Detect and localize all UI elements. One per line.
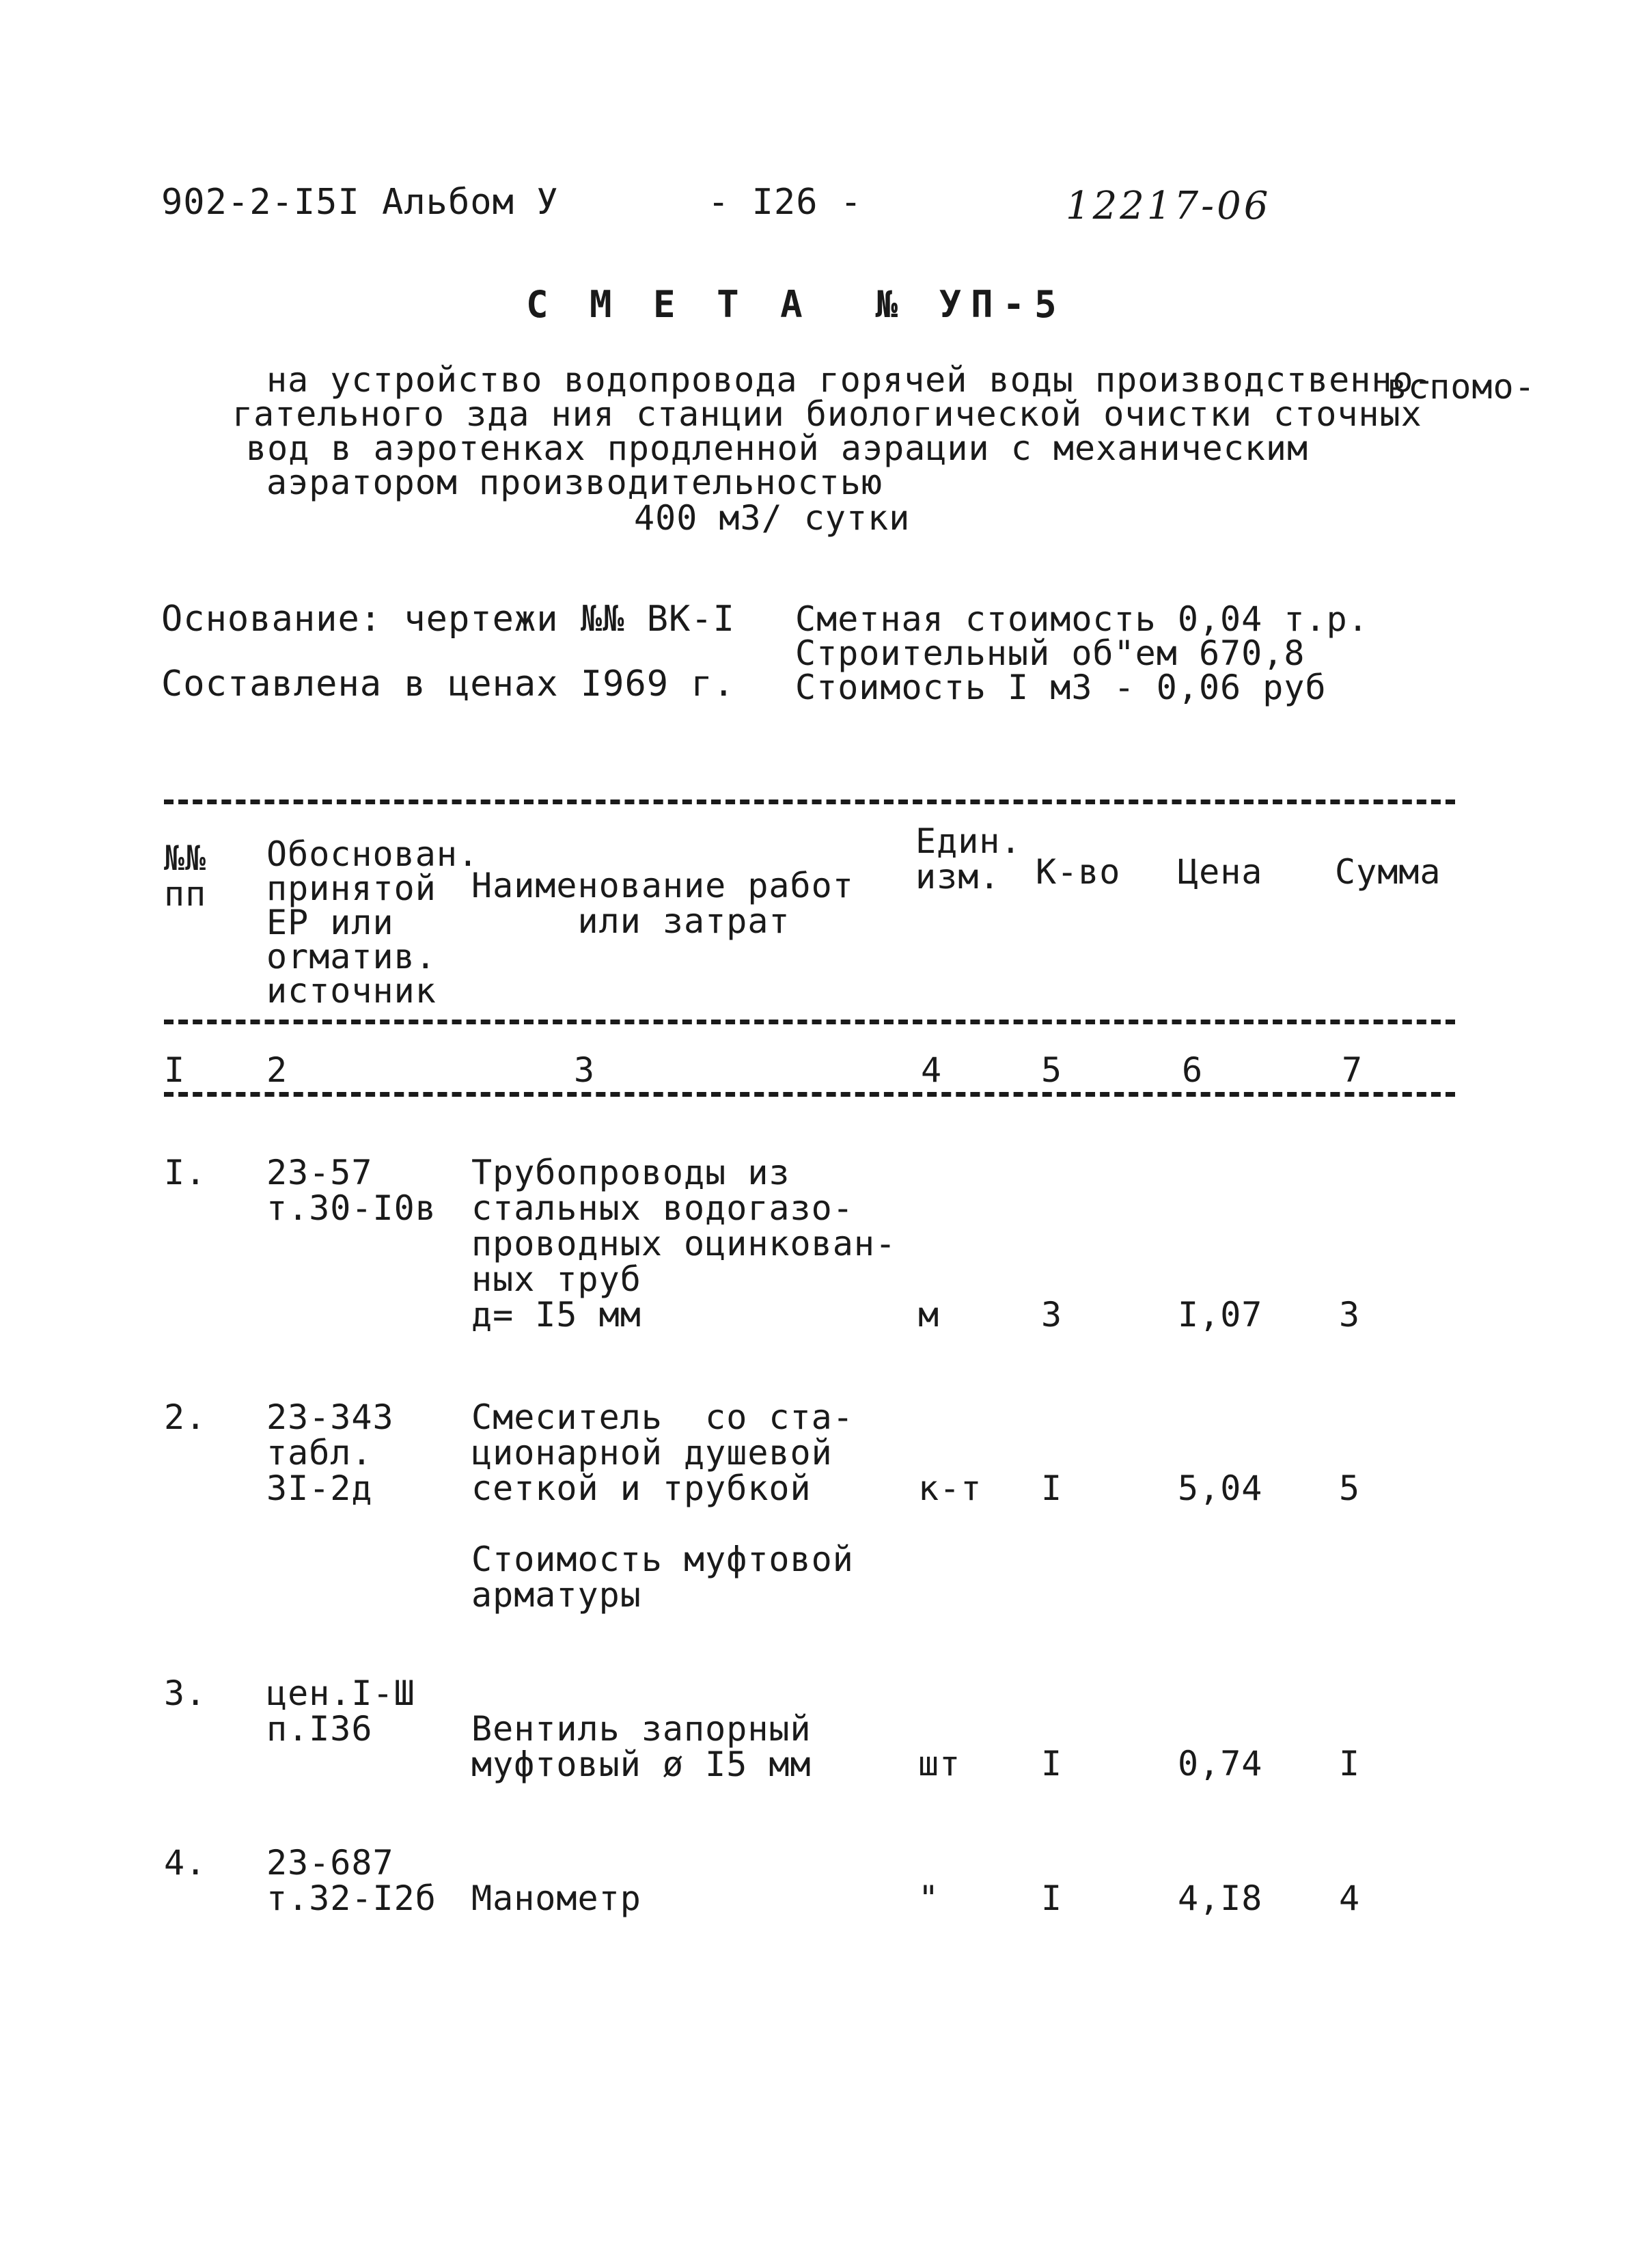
row2-basis: 23-343 табл. 3I-2д: [266, 1397, 394, 1508]
header-bottom-rule: [164, 1020, 1455, 1024]
row3-qty: I: [1041, 1744, 1063, 1784]
header-num: №№ пп: [164, 838, 207, 914]
row1-name: Трубопроводы из стальных водогазо- проводных оцинкован- ных труб д= I5 мм: [471, 1153, 897, 1335]
row4-name: Манометр: [471, 1878, 641, 1918]
album-code: 902-2-I5I Альбом У: [161, 182, 559, 223]
subtitle-line3: вод в аэротенках продленной аэрации с механическим: [246, 428, 1309, 468]
row3-price: 0,74: [1178, 1744, 1263, 1784]
row4-num: 4.: [164, 1843, 207, 1883]
header-qty: К-во: [1036, 852, 1121, 892]
header-unit: Един. изм.: [915, 821, 1022, 897]
row4-price: 4,I8: [1178, 1878, 1263, 1918]
row1-qty: 3: [1041, 1295, 1063, 1335]
header-sum: Сумма: [1335, 852, 1441, 892]
col-number-7: 7: [1342, 1050, 1364, 1090]
row3-num: 3.: [164, 1673, 207, 1713]
row3-unit: шт: [918, 1744, 961, 1784]
col-number-1: I: [164, 1050, 186, 1090]
basis-drawings: Основание: чертежи №№ ВК-I: [161, 599, 735, 640]
row4-sum: 4: [1339, 1878, 1361, 1918]
document-title: С М Е Т А № УП-5: [526, 283, 1066, 326]
row1-unit: м: [918, 1295, 940, 1335]
building-volume: Строительный об"ем 670,8: [795, 633, 1305, 673]
subtitle-line1-end: вспомо-: [1387, 367, 1536, 407]
handwritten-number: 12217-06: [1066, 184, 1271, 228]
row2-sum: 5: [1339, 1468, 1361, 1508]
subtitle-line5: 400 м3/ сутки: [634, 498, 911, 538]
price-year: Составлена в ценах I969 г.: [161, 664, 735, 705]
subtitle-line2: гательного зда ния станции биологической очистки сточных: [232, 394, 1422, 434]
col-number-3: 3: [574, 1050, 596, 1090]
subtitle-line4: аэратором производительностью: [266, 463, 883, 502]
row1-sum: 3: [1339, 1295, 1361, 1335]
estimated-cost: Сметная стоимость 0,04 т.р.: [795, 599, 1369, 639]
row4-basis: 23-687 т.32-I2б: [266, 1843, 437, 1918]
col-number-4: 4: [921, 1050, 943, 1090]
header-price: Цена: [1178, 852, 1263, 892]
col-number-5: 5: [1041, 1050, 1063, 1090]
row2-qty: I: [1041, 1468, 1063, 1508]
unit-cost: Стоимость I м3 - 0,06 руб: [795, 668, 1327, 707]
row4-qty: I: [1041, 1878, 1063, 1918]
row1-num: I.: [164, 1153, 207, 1192]
header-basis: Обоснован. принятой ЕР или orматив. источник: [266, 834, 480, 1011]
row1-basis: 23-57 т.30-I0в: [266, 1153, 437, 1228]
subtitle-line1: на устройство водопровода горячей воды производственно-: [266, 360, 1435, 400]
row3-sum: I: [1339, 1744, 1361, 1784]
column-numbers-rule: [164, 1092, 1455, 1097]
col-number-2: 2: [266, 1050, 288, 1090]
row3-name: Вентиль запорный муфтовый ø I5 мм: [471, 1709, 812, 1784]
header-name: Наименование работ или затрат: [471, 866, 854, 941]
row2-price: 5,04: [1178, 1468, 1263, 1508]
table-top-rule: [164, 800, 1455, 804]
col-number-6: 6: [1182, 1050, 1204, 1090]
fittings-cost-note: Стоимость муфтовой арматуры: [471, 1540, 854, 1615]
row2-unit: к-т: [918, 1468, 982, 1508]
page-number: - I26 -: [708, 182, 863, 223]
row1-price: I,07: [1178, 1295, 1263, 1335]
row2-num: 2.: [164, 1397, 207, 1437]
row2-name: Смеситель со ста- ционарной душевой сеткой и трубкой: [471, 1397, 854, 1508]
row3-basis: цен.I-Ш п.I36: [266, 1673, 415, 1749]
row4-unit: ": [918, 1878, 940, 1918]
